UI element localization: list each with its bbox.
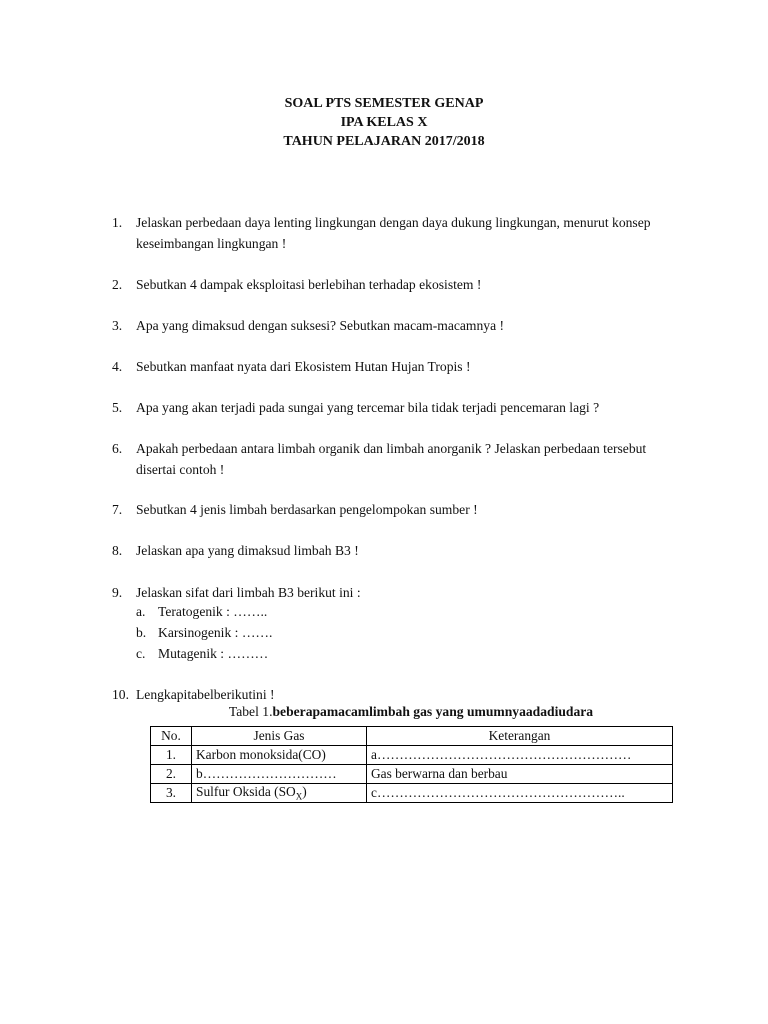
question-text: Sebutkan manfaat nyata dari Ekosistem Hutan Hujan Tropis ! [136, 359, 471, 374]
cell-keterangan: a………………………………………………… [367, 746, 673, 765]
question-number: 1. [112, 215, 123, 230]
question-number: 2. [112, 277, 123, 292]
header-class: IPA KELAS X [340, 115, 428, 130]
question-text: Jelaskan sifat dari limbah B3 berikut ini : [136, 585, 361, 600]
question-text: Jelaskan perbedaan daya lenting lingkungan dengan daya dukung lingkungan, menurut konsep keseimbangan lingkungan ! [136, 215, 651, 251]
question-text: Apakah perbedaan antara limbah organik dan limbah anorganik ? Jelaskan perbedaan tersebut disertai contoh ! [136, 441, 647, 477]
question-text: Sebutkan 4 dampak eksploitasi berlebihan terhadap ekosistem ! [136, 277, 482, 292]
document-header [0, 94, 768, 151]
cell-gas: b………………………… [192, 765, 367, 784]
caption-prefix: Tabel 1. [228, 704, 273, 719]
subitem-letter: a. [136, 604, 146, 619]
question-number: 4. [112, 359, 123, 374]
subitem-letter: b. [136, 625, 147, 640]
question-number: 5. [112, 400, 123, 415]
subitem-text: Mutagenik : ……… [158, 646, 269, 661]
question-text: Jelaskan apa yang dimaksud limbah B3 ! [136, 543, 359, 558]
header-title: SOAL PTS SEMESTER GENAP [284, 96, 484, 111]
caption-title: beberapamacamlimbah gas yang umumnyaadadiudara [272, 704, 594, 719]
cell-gas: Karbon monoksida(CO) [192, 746, 367, 765]
question-number: 9. [112, 585, 123, 600]
gas-name: Sulfur Oksida (SO [196, 784, 296, 800]
header-jenis-gas: Jenis Gas [192, 727, 367, 746]
question-number: 7. [112, 502, 123, 517]
question-number: 8. [112, 543, 123, 558]
table-row [151, 784, 673, 803]
question-text: Apa yang dimaksud dengan suksesi? Sebutkan macam-macamnya ! [136, 318, 505, 333]
table-caption [150, 704, 672, 720]
cell-no: 3. [151, 784, 192, 803]
header-keterangan: Keterangan [367, 727, 673, 746]
cell-keterangan: Gas berwarna dan berbau [367, 765, 673, 784]
cell-keterangan: c……………………………………………….. [367, 784, 673, 803]
question-text: Sebutkan 4 jenis limbah berdasarkan pengelompokan sumber ! [136, 502, 478, 517]
question-text: Apa yang akan terjadi pada sungai yang tercemar bila tidak terjadi pencemaran lagi ? [136, 400, 600, 415]
cell-no: 1. [151, 746, 192, 765]
question-number: 10. [112, 687, 129, 702]
table-header-row [151, 727, 673, 746]
question-text: Lengkapitabelberikutini ! [136, 687, 275, 702]
table-row [151, 746, 673, 765]
header-no: No. [151, 727, 192, 746]
table-row [151, 765, 673, 784]
gas-subscript: X [295, 791, 303, 802]
subitem-letter: c. [136, 646, 146, 661]
subitem-text: Karsinogenik : ……. [158, 625, 273, 640]
cell-no: 2. [151, 765, 192, 784]
header-year: TAHUN PELAJARAN 2017/2018 [283, 134, 485, 149]
gas-table [150, 726, 673, 803]
subitem-text: Teratogenik : …….. [158, 604, 268, 619]
gas-suffix: ) [302, 784, 307, 800]
question-number: 3. [112, 318, 123, 333]
question-number: 6. [112, 441, 123, 456]
cell-gas [192, 784, 367, 803]
